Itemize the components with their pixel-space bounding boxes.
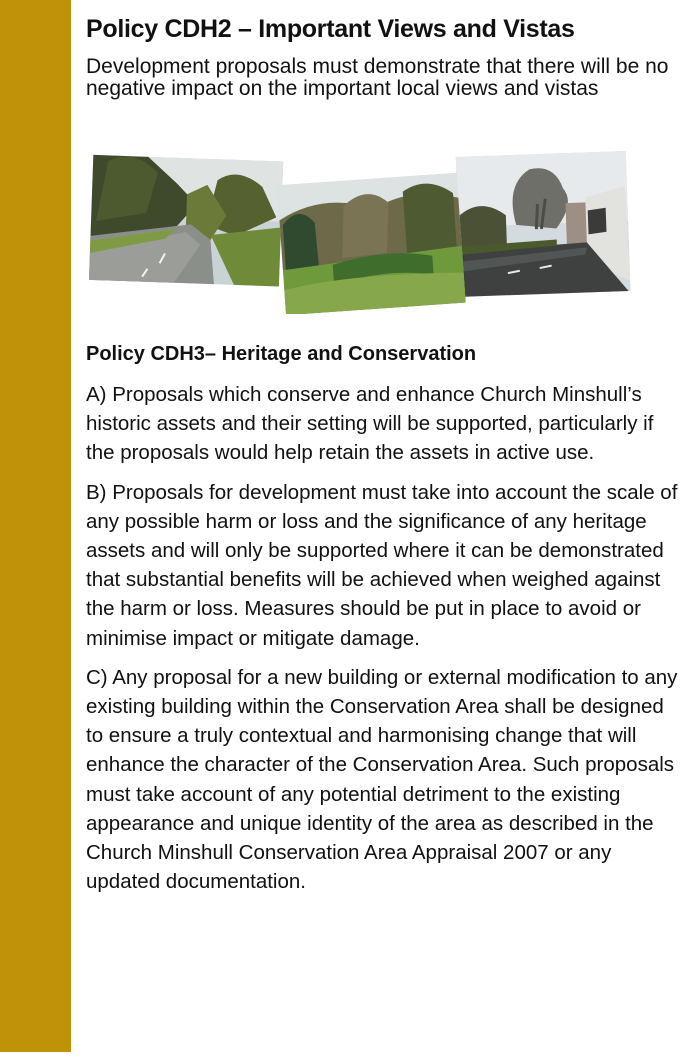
policy-cdh2-text: Development proposals must demonstrate that there will be no negative impact on the important local views and vistas (86, 55, 669, 100)
policy-cdh3-paragraph-a: A) Proposals which conserve and enhance Church Minshull’s historic assets and their setting will be supported, particularly if the proposals would help retain the assets in active use. (86, 383, 654, 465)
policy-cdh3-paragraph-c: C) Any proposal for a new building or external modification to any existing building within the Conservation Area shall be designed to ensure a truly contextual and harmonising change that will enhance the character of the Conservation Area. Such proposals must take account of any potential detriment to the existing appearance and unique identity of the area as described in the Church Minshull Conservation Area Appraisal 2007 or any updated documentation. (86, 665, 678, 894)
policy-cdh3-title: Policy CDH3– Heritage and Conservation (86, 343, 477, 365)
policy-cdh2-title: Policy CDH2 – Important Views and Vistas (86, 15, 575, 43)
landscape-photo-collage (86, 144, 646, 314)
valley-photo-center (277, 173, 466, 314)
policy-cdh3-body (86, 380, 678, 906)
accent-side-bar (0, 0, 71, 1052)
road-photo-left (89, 155, 283, 287)
road-photo-right (456, 151, 631, 297)
policy-cdh3-paragraph-b: B) Proposals for development must take into account the scale of any possible harm or loss and the significance of any heritage assets and will only be supported where it can be demonstrated that substantial benefits will be achieved when weighed against the harm or loss. Measures should be put in place to avoid or minimise impact or mitigate damage. (86, 480, 678, 650)
